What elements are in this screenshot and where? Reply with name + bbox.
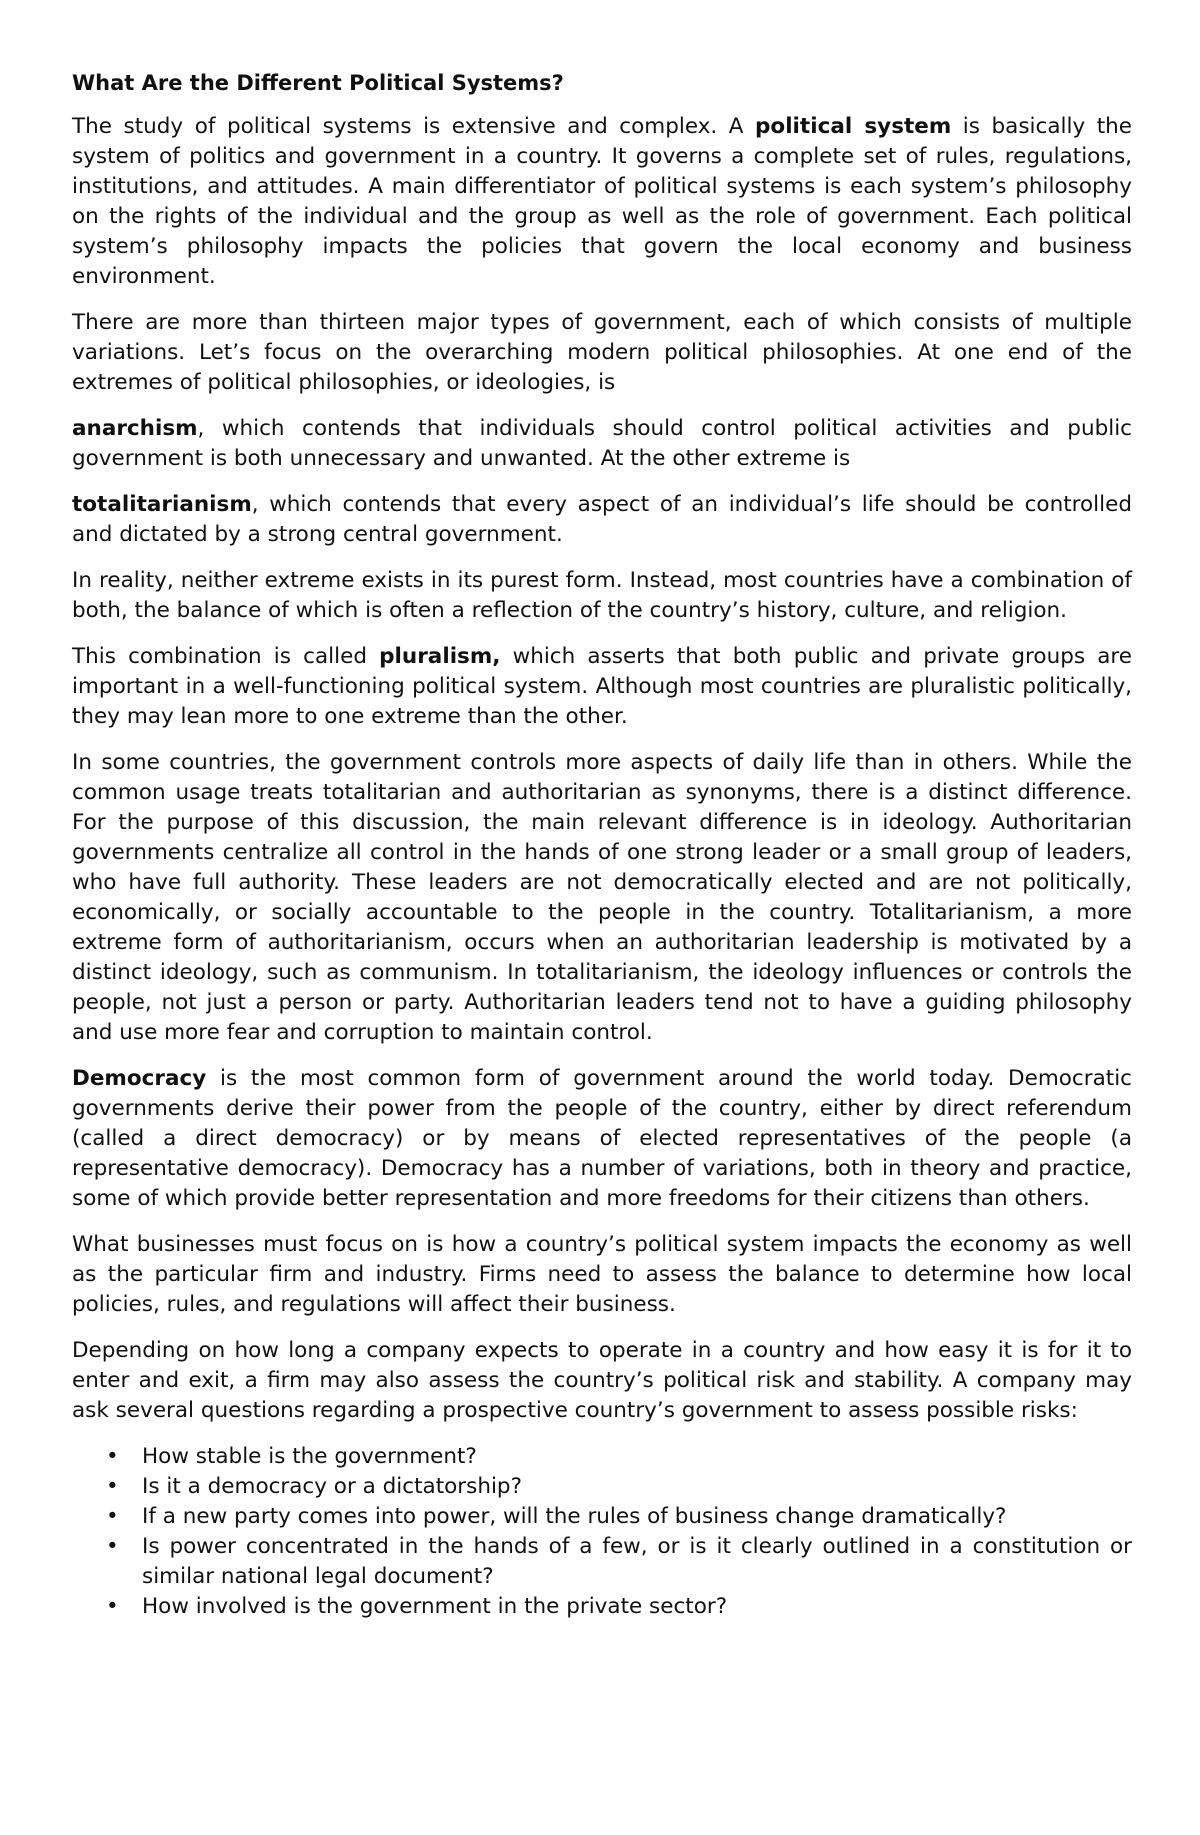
paragraph-totalitarianism [72,490,1132,550]
paragraph-business-focus: What businesses must focus on is how a country’s political system impacts the economy as well as the particular firm and industry. Firms need to assess the balance to determine how local policies, rules, and regulations will affect their business. [72,1232,1132,1317]
paragraph-text: This combination is called [72,644,380,669]
term-political-system: political system [755,114,952,139]
list-item-text: How stable is the government? [142,1444,477,1469]
bullet-icon: • [106,1474,119,1499]
risk-questions-list [72,1442,1132,1622]
paragraph-pluralism [72,642,1132,732]
bullet-icon: • [106,1534,119,1559]
paragraph-text: , which contends that every aspect of an individual’s life should be controlled and dictated by a strong central government. [72,492,1132,547]
bullet-icon: • [106,1444,119,1469]
list-item-text: If a new party comes into power, will the rules of business change dramatically? [142,1504,1007,1529]
paragraph-authoritarianism: In some countries, the government controls more aspects of daily life than in others. While the common usage treats totalitarian and authoritarian as synonyms, there is a distinct difference. For the purpose of this discussion, the main relevant difference is in ideology. Authoritarian governments centralize all control in the hands of one strong leader or a small group of leaders, who have full authority. These leaders are not democratically elected and are not politically, economically, or socially accountable to the people in the country. Totalitarianism, a more extreme form of authoritarianism, occurs when an authoritarian leadership is motivated by a distinct ideology, such as communism. In totalitarianism, the ideology influences or controls the people, not just a person or party. Authoritarian leaders tend not to have a guiding philosophy and use more fear and corruption to maintain control. [72,750,1132,1045]
list-item-text: Is power concentrated in the hands of a few, or is it clearly outlined in a constitution or similar national legal document? [142,1534,1132,1589]
list-item-text: Is it a democracy or a dictatorship? [142,1474,522,1499]
paragraph-text: The study of political systems is extensive and complex. A [72,114,756,139]
list-item [106,1532,1132,1592]
paragraph-text: , which contends that individuals should control political activities and public government is both unnecessary and unwanted. At the other extreme is [72,416,1132,471]
list-item [106,1472,1132,1502]
paragraph-political-risk: Depending on how long a company expects to operate in a country and how easy it is for it to enter and exit, a firm may also assess the country’s political risk and stability. A company may ask several questions regarding a prospective country’s government to assess possible risks: [72,1338,1132,1423]
bullet-icon: • [106,1594,119,1619]
list-item [106,1502,1132,1532]
term-totalitarianism: totalitarianism [72,492,252,517]
page-title: What Are the Different Political Systems? [72,71,564,95]
paragraph-democracy [72,1064,1132,1214]
paragraph-text: is the most common form of government around the world today. Democratic governments derive their power from the people of the country, either by direct referendum (called a direct democracy) or by means of elected representatives of the people (a representative democracy). Democracy has a number of variations, both in theory and practice, some of which provide better representation and more freedoms for their citizens than others. [72,1066,1132,1211]
paragraph-political-system [72,112,1132,292]
bullet-icon: • [106,1504,119,1529]
list-item [106,1592,1132,1622]
list-item [106,1442,1132,1472]
paragraph-text: is basically the system of politics and government in a country. It governs a complete set of rules, regulations, institutions, and attitudes. A main differentiator of political systems is each system’s philosophy on the rights of the individual and the group as well as the role of government. Each political system’s philosophy impacts the policies that govern the local economy and business environment. [72,114,1132,289]
paragraph-reality: In reality, neither extreme exists in its purest form. Instead, most countries have a combination of both, the balance of which is often a reflection of the country’s history, culture, and religion. [72,568,1132,623]
term-pluralism: pluralism, [379,644,501,669]
paragraph-anarchism [72,414,1132,474]
term-anarchism: anarchism [72,416,198,441]
paragraph-types-of-government: There are more than thirteen major types of government, each of which consists of multiple variations. Let’s focus on the overarching modern political philosophies. At one end of the extremes of political philosophies, or ideologies, is [72,310,1132,395]
term-democracy: Democracy [72,1066,207,1091]
paragraph-text: which asserts that both public and private groups are important in a well-functioning political system. Although most countries are pluralistic politically, they may lean more to one extreme than the other. [72,644,1132,729]
list-item-text: How involved is the government in the private sector? [142,1594,728,1619]
